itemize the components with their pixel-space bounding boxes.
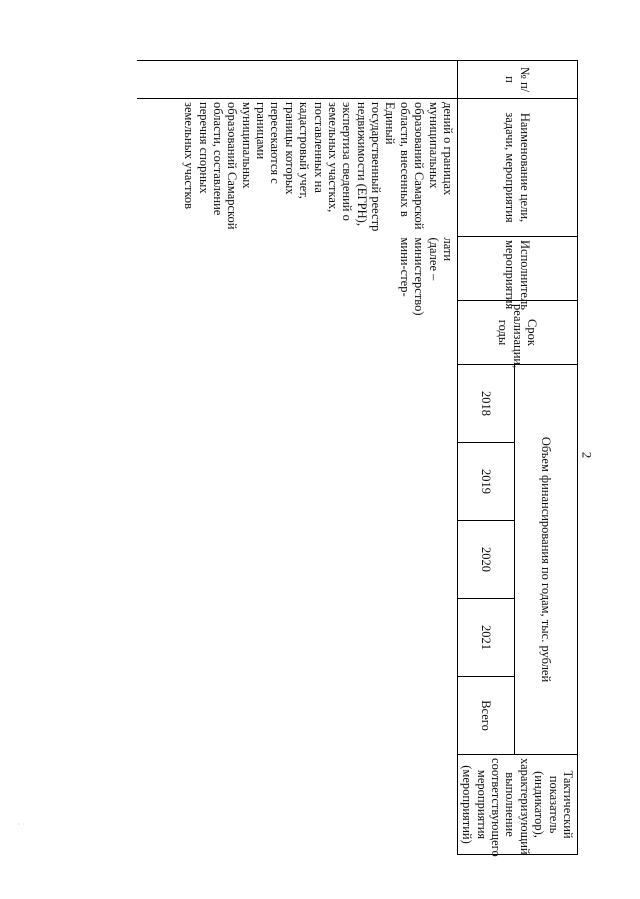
name-part2: (далее – министерство) xyxy=(412,237,441,316)
header-2020: 2020 xyxy=(458,521,515,599)
name-part1: лати xyxy=(441,237,455,262)
header-2018: 2018 xyxy=(458,365,515,443)
header-executor: Исполнитель мероприятия xyxy=(458,237,578,301)
header-indicator: Тактический показатель (индикатор), характеризующий выполнение соответствующего мероприятия (мероприятий) xyxy=(458,755,578,855)
header-total: Всего xyxy=(458,677,515,755)
header-funding: Объем финансирования по годам, тыс. рублей xyxy=(514,365,577,755)
row-description xyxy=(138,99,458,316)
scan-noise: · · xyxy=(18,820,26,829)
page-number: 2 xyxy=(579,451,595,459)
program-table xyxy=(138,60,579,855)
name-part3: мини-стер- xyxy=(397,237,412,297)
description-text: дений о границах муниципальных образований Самарской области, внесенных в Единый государственный реестр недвижимости (ЕГРН), экспертиза сведений о земельных участках, поставленных на кадастровый учет, границы которых пересекаются с границами муниципальных образований Самарской области, составление перечня спорных земельных участков xyxy=(182,102,455,232)
header-num: № п/п xyxy=(458,61,578,99)
header-name: Наименование цели, задачи, мероприятия xyxy=(458,99,578,237)
header-2019: 2019 xyxy=(458,443,515,521)
header-2021: 2021 xyxy=(458,599,515,677)
header-period: Срок реализации, годы xyxy=(458,301,578,365)
